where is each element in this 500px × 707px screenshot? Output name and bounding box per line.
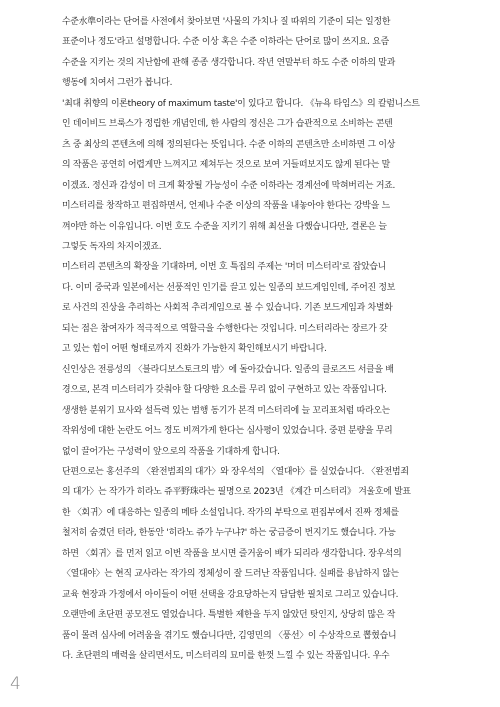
paragraph-5 [62,462,440,667]
text-line: 표준이나 정도'라고 설명합니다. 수준 이상 혹은 수준 이하라는 단어로 많이 쓰지요. 요즘 [62,37,389,48]
text-line: 하면 〈회귀〉를 먼저 읽고 이번 작품을 보시면 즐거움이 배가 되리라 생각합니다. 장우석의 [62,548,402,559]
text-line: 〈열대야〉는 현직 교사라는 작가의 정체성이 잘 드러난 작품입니다. 실패를 용납하지 않는 [62,569,399,580]
text-line: 작위성에 대한 논란도 어느 정도 비껴가게 한다는 심사평이 있었습니다. 중편 분량을 무리 [62,426,393,437]
paragraph-1 [62,12,440,94]
text-line: 신인상은 전릉성의 〈블라디보스토크의 밤〉에 돌아갔습니다. 일종의 클로즈드 서클을 배 [62,364,394,375]
text-line: 미스터리 콘텐츠의 확장을 기대하며, 이번 호 특집의 주제는 '머더 미스터리'로 잡았습니 [62,262,386,273]
text-line: 되는 점은 참여자가 적극적으로 역할극을 수행한다는 것입니다. 미스터리라는 장르가 갖 [62,323,388,334]
paragraph-4 [62,360,440,462]
text-line: 품이 몰려 심사에 어려움을 겪기도 했습니다만, 김영민의 〈풍선〉이 수상작으로 뽑혔습니 [62,630,397,641]
text-line: 수준水準이라는 단어를 사전에서 찾아보면 '사물의 가치나 질 따위의 기준이 되는 일정한 [62,17,391,27]
text-line: 의 대가〉는 작가가 히라노 쥬平野珠라는 필명으로 2023년 《계간 미스터리》 겨울호에 발표 [62,487,411,498]
text-line: 그렇듯 독자의 차지이겠죠. [62,241,162,252]
text-line: 생생한 분위기 묘사와 설득력 있는 범행 동기가 본격 미스터리에 늘 꼬리표처럼 따라오는 [62,405,390,416]
text-line: 미스터리를 창작하고 편집하면서, 언제나 수준 이상의 작품을 내놓아야 한다는 강박을 느 [62,201,390,212]
text-line: 경으로, 본격 미스터리가 갖춰야 할 다양한 요소를 무리 없이 구현하고 있는 작품입니다. [62,385,387,396]
text-line: 로 사건의 진상을 추리하는 사회적 추리게임으로 볼 수 있습니다. 기존 보드게임과 차별화 [62,303,393,314]
text-line: 철저히 숨겼던 터라, 한동안 '히라노 쥬가 누구냐?' 하는 궁금증이 번지기도 했습니다. 가능 [62,528,396,539]
text-line: 의 작품은 공연히 어렵게만 느껴지고 제쳐두는 것으로 보여 거들떠보지도 않게 된다는 말 [62,160,390,171]
page-number: 4 [10,674,21,694]
text-line: 수준을 지키는 것의 지난함에 관해 종종 생각합니다. 작년 연말부터 하도 수준 이하의 말과 [62,57,396,68]
body-text [62,12,440,667]
text-line: 다. 이미 중국과 일본에서는 선풍적인 인기를 끌고 있는 일종의 보드게임인데, 주어진 정보 [62,282,396,293]
text-line: 없이 끌어가는 구성력이 앞으로의 작품을 기대하게 합니다. [62,446,280,457]
paragraph-3 [62,257,440,359]
text-line: 교육 현장과 가정에서 아이들이 어떤 선택을 강요당하는지 담담한 필치로 그리고 있습니다. [62,589,399,600]
text-line: 츠 중 최상의 콘텐츠에 의해 정의된다는 뜻입니다. 수준 이하의 콘텐츠만 소비하면 그 이상 [62,139,396,150]
text-line: 고 있는 힘이 어떤 형태로까지 진화가 가능한지 확인해보시기 바랍니다. [62,344,327,355]
text-line: 단편으로는 홍선주의 〈완전범죄의 대가〉와 장우석의 〈열대야〉를 실었습니다. 〈완전범죄 [62,466,409,477]
paragraph-2 [62,94,440,258]
text-line: 오랜만에 초단편 공모전도 열었습니다. 특별한 제한을 두지 않았던 탓인지, 상당히 많은 작 [62,610,396,621]
text-line: 다. 초단편의 매력을 살리면서도, 미스터리의 묘미를 한껏 느낄 수 있는 작품입니다. 우수 [62,651,390,662]
text-line: 인 데이비드 브룩스가 정립한 개념인데, 한 사람의 정신은 그가 습관적으로 소비하는 콘텐 [62,119,393,130]
text-line: 행동에 치여서 그런가 봅니다. [62,78,173,89]
text-line: 이겠죠. 정신과 감성이 더 크게 확장될 가능성이 수준 이하라는 경계선에 막혀버리는 거죠. [62,180,396,191]
text-line: '최대 취향의 이론theory of maximum taste'이 있다고 합니다. 《뉴욕 타임스》의 칼럼니스트 [62,98,420,109]
text-line: 껴야만 하는 이유입니다. 이번 호도 수준을 지키기 위해 최선을 다했습니다만, 결론은 늘 [62,221,387,232]
text-line: 한 〈회귀〉에 대응하는 일종의 메타 소설입니다. 작가의 부탁으로 편집부에서 진짜 정체를 [62,507,399,518]
